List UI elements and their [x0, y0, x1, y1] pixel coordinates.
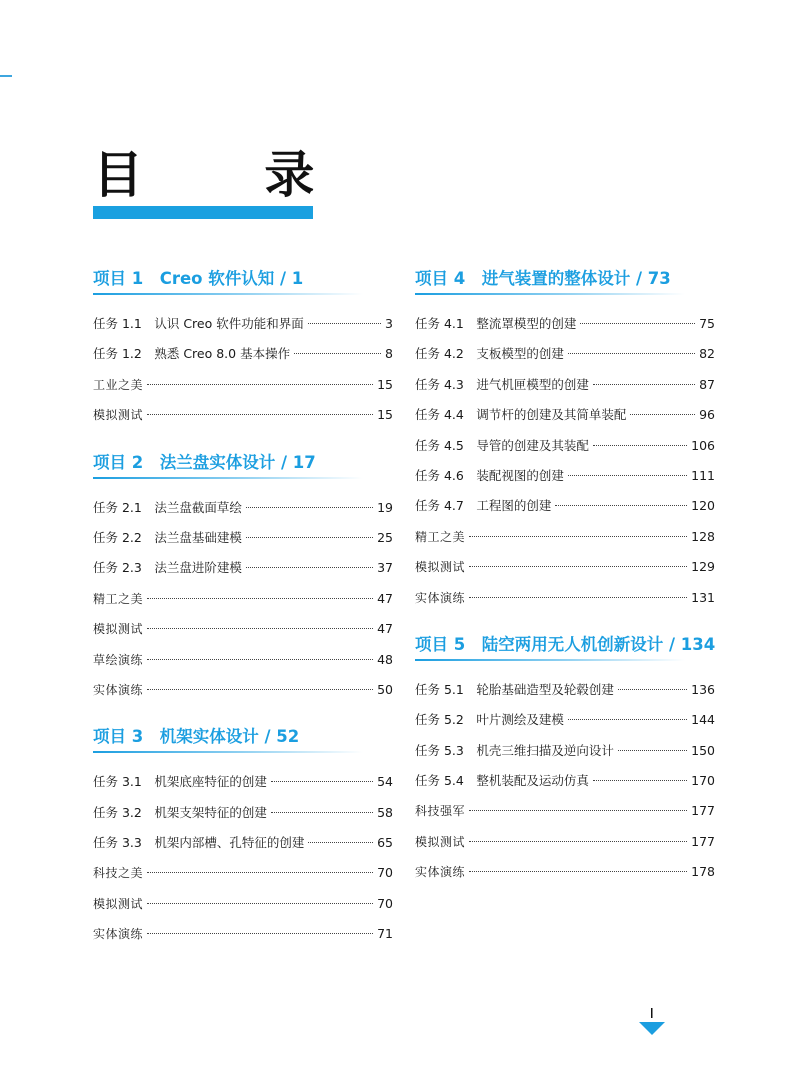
entry-page-number: 106 — [691, 437, 715, 453]
toc-extra-entry[interactable] — [93, 614, 393, 644]
toc-extra-entry[interactable] — [93, 370, 393, 400]
dot-leader — [246, 567, 373, 568]
entry-page-number: 111 — [691, 467, 715, 483]
dot-leader — [147, 628, 373, 629]
dot-leader — [593, 384, 695, 385]
dot-leader — [618, 750, 687, 751]
dot-leader — [593, 445, 687, 446]
entry-label: 任务 1.1 认识 Creo 软件功能和界面 — [93, 316, 304, 331]
entry-page-number: 25 — [377, 529, 393, 545]
dot-leader — [147, 414, 373, 415]
section-spacer — [93, 705, 393, 725]
dot-leader — [147, 598, 373, 599]
entry-page-number: 50 — [377, 681, 393, 697]
entry-page-number: 8 — [385, 346, 393, 362]
dot-leader — [580, 323, 695, 324]
entry-label: 精工之美 — [93, 591, 144, 606]
section-heading-underline — [93, 751, 363, 753]
toc-task-entry[interactable] — [415, 400, 715, 430]
down-arrow-marker-icon — [638, 1008, 666, 1036]
toc-task-entry[interactable] — [415, 491, 715, 521]
entry-label: 任务 5.3 机壳三维扫描及逆向设计 — [415, 742, 614, 758]
toc-task-entry[interactable] — [93, 553, 393, 583]
entry-label: 任务 5.1 轮胎基础造型及轮毂创建 — [415, 681, 614, 697]
toc-extra-entry[interactable] — [93, 889, 393, 919]
entry-page-number: 19 — [377, 499, 393, 515]
title-underline-bar — [93, 206, 313, 219]
toc-section — [93, 267, 393, 451]
dot-leader — [147, 903, 373, 904]
toc-extra-entry[interactable] — [415, 827, 715, 857]
section-heading-text: 项目 4 进气装置的整体设计 / 73 — [415, 269, 671, 288]
entry-page-number: 75 — [699, 316, 715, 331]
section-heading-underline — [415, 659, 685, 661]
entry-label: 任务 3.1 机架底座特征的创建 — [93, 774, 267, 790]
entry-label: 模拟测试 — [93, 408, 144, 423]
toc-extra-entry[interactable] — [93, 675, 393, 705]
dot-leader — [308, 842, 373, 843]
section-heading-text: 项目 3 机架实体设计 / 52 — [93, 727, 300, 747]
entry-label: 任务 4.1 整流罩模型的创建 — [415, 316, 577, 331]
entry-page-number: 129 — [691, 559, 715, 575]
dot-leader — [469, 841, 687, 842]
entry-page-number: 82 — [699, 346, 715, 362]
toc-section — [415, 633, 715, 888]
entry-label: 草绘演练 — [93, 652, 144, 667]
entry-label: 模拟测试 — [93, 896, 144, 911]
toc-task-entry[interactable] — [93, 767, 393, 797]
entry-label: 任务 2.1 法兰盘截面草绘 — [93, 499, 242, 515]
toc-task-entry[interactable] — [415, 431, 715, 461]
dot-leader — [147, 933, 373, 934]
toc-column-left — [93, 267, 393, 950]
section-heading — [93, 725, 393, 753]
entry-page-number: 87 — [699, 376, 715, 392]
toc-extra-entry[interactable] — [415, 552, 715, 582]
dot-leader — [469, 810, 687, 811]
entry-label: 模拟测试 — [93, 622, 144, 637]
toc-task-entry[interactable] — [415, 309, 715, 339]
dot-leader — [246, 537, 373, 538]
entry-label: 任务 2.3 法兰盘进阶建模 — [93, 560, 242, 576]
entry-page-number: 15 — [377, 407, 393, 423]
dot-leader — [568, 475, 687, 476]
entry-page-number: 70 — [377, 895, 393, 911]
section-spacer — [415, 613, 715, 633]
entry-page-number: 177 — [691, 803, 715, 819]
toc-task-entry[interactable] — [93, 339, 393, 369]
section-heading-underline — [93, 293, 363, 295]
entry-label: 模拟测试 — [415, 560, 466, 575]
entry-page-number: 128 — [691, 528, 715, 544]
entry-page-number: 70 — [377, 865, 393, 881]
dot-leader — [469, 566, 687, 567]
entry-label: 科技之美 — [93, 866, 144, 881]
toc-section — [93, 725, 393, 949]
section-heading — [415, 633, 715, 661]
entry-page-number: 15 — [377, 376, 393, 392]
entry-label: 实体演练 — [415, 865, 466, 880]
entry-label: 实体演练 — [93, 682, 144, 697]
entry-label: 任务 4.2 支板模型的创建 — [415, 346, 564, 362]
entry-label: 任务 4.4 调节杆的创建及其简单装配 — [415, 407, 627, 423]
entry-page-number: 150 — [691, 742, 715, 758]
entry-page-number: 54 — [377, 774, 393, 790]
entry-label: 任务 4.3 进气机匣模型的创建 — [415, 376, 589, 392]
section-heading — [415, 267, 715, 295]
dot-leader — [147, 689, 373, 690]
entry-page-number: 65 — [377, 835, 393, 851]
toc-task-entry[interactable] — [93, 309, 393, 339]
entry-label: 模拟测试 — [415, 834, 466, 849]
toc-task-entry[interactable] — [415, 339, 715, 369]
entry-page-number: 48 — [377, 651, 393, 667]
toc-extra-entry[interactable] — [415, 857, 715, 887]
page-title: 目 录 — [93, 146, 367, 204]
entry-page-number: 136 — [691, 681, 715, 697]
dot-leader — [555, 505, 687, 506]
dot-leader — [568, 719, 687, 720]
toc-task-entry[interactable] — [415, 705, 715, 735]
entry-label: 任务 5.4 整机装配及运动仿真 — [415, 773, 589, 789]
dot-leader — [147, 872, 373, 873]
toc-task-entry[interactable] — [415, 675, 715, 705]
section-heading — [93, 451, 393, 479]
entry-label: 任务 3.3 机架内部槽、孔特征的创建 — [93, 835, 305, 851]
entry-label: 实体演练 — [415, 590, 466, 605]
entry-label: 工业之美 — [93, 377, 144, 392]
entry-label: 任务 4.7 工程图的创建 — [415, 498, 552, 514]
entry-page-number: 177 — [691, 833, 715, 849]
entry-page-number: 144 — [691, 712, 715, 728]
dot-leader — [271, 781, 373, 782]
toc-task-entry[interactable] — [93, 493, 393, 523]
entry-page-number: 120 — [691, 498, 715, 514]
entry-page-number: 58 — [377, 804, 393, 820]
entry-label: 科技强军 — [415, 804, 466, 819]
entry-page-number: 96 — [699, 407, 715, 423]
entry-label: 任务 3.2 机架支架特征的创建 — [93, 804, 267, 820]
entry-page-number: 178 — [691, 864, 715, 880]
section-heading-text: 项目 2 法兰盘实体设计 / 17 — [93, 452, 316, 472]
entry-page-number: 47 — [377, 590, 393, 606]
section-spacer — [93, 431, 393, 451]
dot-leader — [147, 659, 373, 660]
toc-section — [415, 267, 715, 633]
toc-column-right — [415, 267, 715, 888]
entry-label: 任务 2.2 法兰盘基础建模 — [93, 529, 242, 545]
dot-leader — [469, 536, 687, 537]
dot-leader — [568, 353, 695, 354]
entry-label: 任务 4.6 装配视图的创建 — [415, 467, 564, 483]
entry-label: 任务 4.5 导管的创建及其装配 — [415, 437, 589, 453]
toc-extra-entry[interactable] — [415, 522, 715, 552]
entry-label: 任务 5.2 叶片测绘及建模 — [415, 712, 564, 728]
entry-page-number: 3 — [385, 316, 393, 331]
toc-task-entry[interactable] — [93, 828, 393, 858]
dot-leader — [618, 689, 687, 690]
toc-section — [93, 451, 393, 726]
dot-leader — [469, 597, 687, 598]
toc-task-entry[interactable] — [415, 766, 715, 796]
dot-leader — [294, 353, 381, 354]
entry-label: 实体演练 — [93, 927, 144, 942]
dot-leader — [271, 812, 373, 813]
toc-task-entry[interactable] — [93, 798, 393, 828]
entry-page-number: 170 — [691, 773, 715, 789]
toc-extra-entry[interactable] — [93, 645, 393, 675]
section-heading-text: 项目 1 Creo 软件认知 / 1 — [93, 269, 304, 288]
dot-leader — [246, 507, 373, 508]
toc-extra-entry[interactable] — [93, 400, 393, 430]
entry-label: 精工之美 — [415, 529, 466, 544]
entry-page-number: 131 — [691, 589, 715, 605]
section-heading-text: 项目 5 陆空两用无人机创新设计 / 134 — [415, 634, 716, 654]
dot-leader — [593, 780, 687, 781]
toc-task-entry[interactable] — [93, 523, 393, 553]
entry-page-number: 71 — [377, 926, 393, 942]
toc-task-entry[interactable] — [415, 370, 715, 400]
corner-mark — [0, 75, 12, 77]
entry-label: 任务 1.2 熟悉 Creo 8.0 基本操作 — [93, 346, 291, 362]
entry-page-number: 37 — [377, 560, 393, 576]
dot-leader — [469, 871, 687, 872]
toc-extra-entry[interactable] — [415, 583, 715, 613]
toc-task-entry[interactable] — [415, 461, 715, 491]
toc-extra-entry[interactable] — [93, 858, 393, 888]
section-heading-underline — [415, 293, 685, 295]
toc-extra-entry[interactable] — [93, 584, 393, 614]
section-heading — [93, 267, 393, 295]
section-heading-underline — [93, 477, 363, 479]
dot-leader — [630, 414, 695, 415]
entry-page-number: 47 — [377, 621, 393, 637]
toc-extra-entry[interactable] — [93, 919, 393, 949]
toc-extra-entry[interactable] — [415, 796, 715, 826]
dot-leader — [308, 323, 381, 324]
toc-task-entry[interactable] — [415, 736, 715, 766]
dot-leader — [147, 384, 373, 385]
